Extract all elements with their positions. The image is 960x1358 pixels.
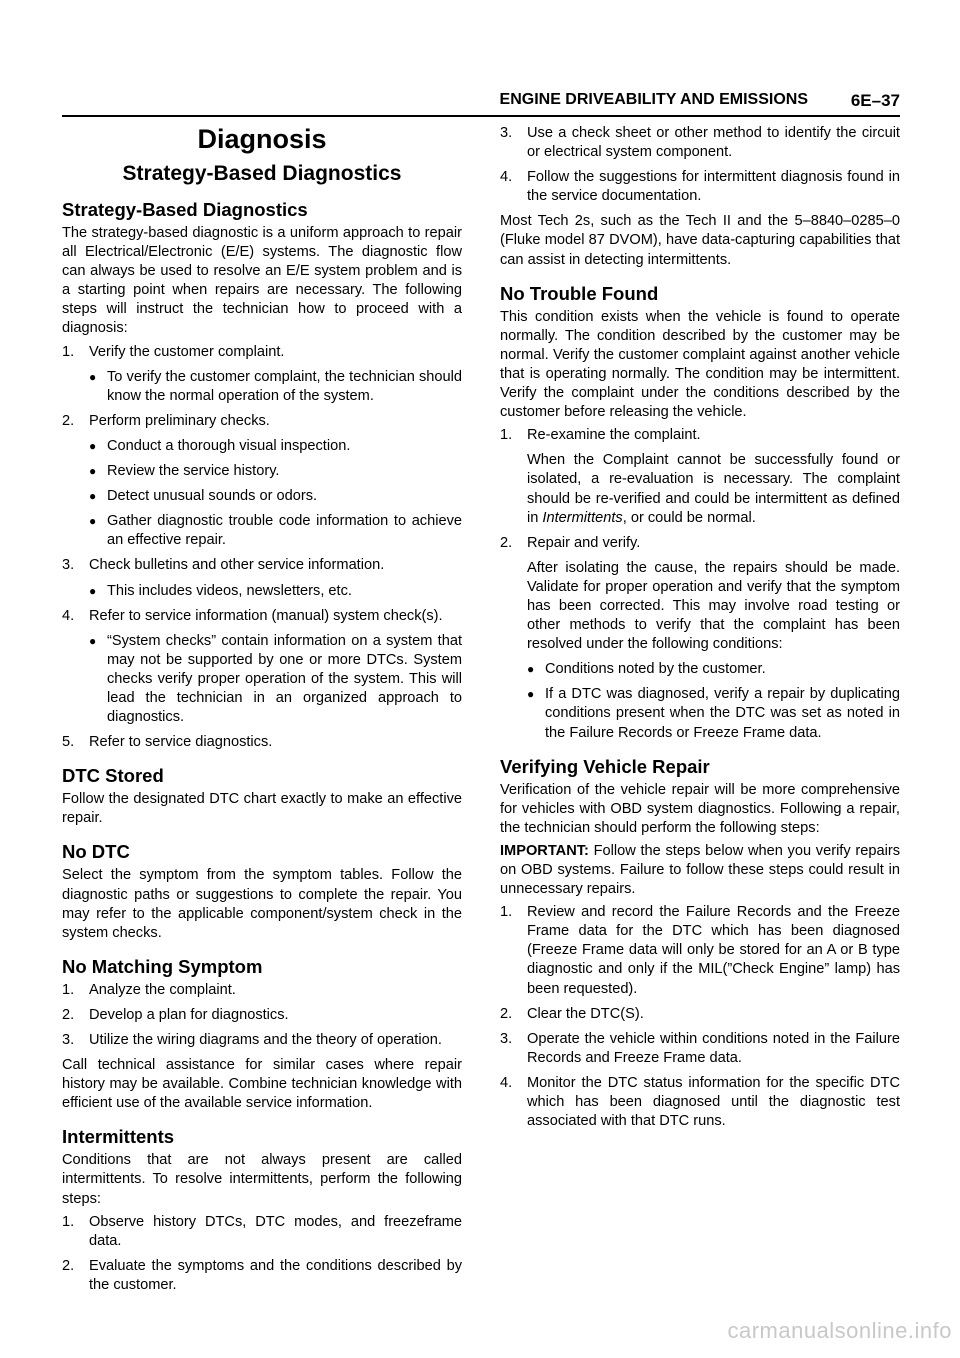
heading-dtc-stored: DTC Stored xyxy=(62,765,164,787)
no-match-step-3: 3. Utilize the wiring diagrams and the theory of operation. xyxy=(62,1032,442,1048)
bullet-icon: ● xyxy=(527,687,535,702)
heading-verifying-vehicle-repair: Verifying Vehicle Repair xyxy=(500,755,710,777)
bullet-icon: ● xyxy=(89,489,97,504)
bullet-icon: ● xyxy=(89,633,97,648)
vvr-step-4: 4. Monitor the DTC status information for the specific DTC which has been diagnosed until the diagnostic test associated with that DTC runs. xyxy=(500,1074,900,1130)
no-match-step-2: 2. Develop a plan for diagnostics. xyxy=(62,1006,289,1023)
sbd-step-1-bullet-1: ● To verify the customer complaint, the technician should know the normal operation of the system. xyxy=(89,368,462,404)
sbd-step-3-bullet-1: ● This includes videos, newsletters, etc. xyxy=(62,582,462,601)
vvr-text: Verification of the vehicle repair will be more comprehensive for vehicles with OBD system diagnostics. Following a repair, the technician should perform the following steps: xyxy=(500,781,900,836)
vvr-step-3: 3. Operate the vehicle within conditions noted in the Failure Records and Freeze Frame data. xyxy=(500,1030,900,1066)
ntf-step-2-text: After isolating the cause, the repairs should be made. Validate for proper operation and verify that the symptom has been corrected. This may involve road testing or other methods to verify that the complaint has been resolved under the following conditions: xyxy=(527,559,900,653)
no-dtc-text: Select the symptom from the symptom tables. Follow the diagnostic paths or suggestions to complete the repair. You may refer to the applicable component/system check in the system checks. xyxy=(62,867,462,941)
heading-strategy-based-diagnostics: Strategy-Based Diagnostics xyxy=(62,199,308,220)
intermittents-reference: Intermittents xyxy=(542,509,623,526)
bullet-icon: ● xyxy=(89,514,97,529)
heading-no-trouble-found: No Trouble Found xyxy=(500,282,659,304)
sbd-step-2-bullet-4: ● Gather diagnostic trouble code information to achieve an effective repair. xyxy=(89,513,462,549)
heading-intermittents: Intermittents xyxy=(62,1126,175,1148)
bullet-icon: ● xyxy=(527,662,535,677)
intermittents-tech2-text: Most Tech 2s, such as the Tech II and the 5–8840–0285–0 (Fluke model 87 DVOM), have data-capturing capabilities that can assist in detecting intermittents. xyxy=(500,213,900,268)
sbd-step-5: 5. Refer to service diagnostics. xyxy=(62,734,273,751)
bullet-icon: ● xyxy=(89,438,97,453)
sbd-step-4-bullet-1: ● “System checks” contain information on a system that may not be supported by one or more DTCs. System checks verify proper operation of the system. This will lead the technician in an organized approach to diagnostics. xyxy=(89,632,462,726)
left-column xyxy=(62,122,462,1301)
intermittents-step-1: 1. Observe history DTCs, DTC modes, and freezeframe data. xyxy=(62,1213,462,1249)
intermittents-text: Conditions that are not always present are called intermittents. To resolve intermittents, perform the following steps: xyxy=(62,1152,462,1207)
header-rule xyxy=(62,115,900,117)
sbd-step-2: 2. Perform preliminary checks. xyxy=(62,412,270,429)
ntf-bullet-2: ● If a DTC was diagnosed, verify a repair by duplicating conditions present when the DTC was set as noted in the Failure Records or Freeze Frame data. xyxy=(527,686,900,741)
no-match-text: Call technical assistance for similar cases where repair history may be available. Combine technician knowledge with efficient use of the available service information. xyxy=(62,1057,462,1112)
sbd-step-4: 4. Refer to service information (manual) system check(s). xyxy=(62,607,443,624)
page-title: Diagnosis xyxy=(197,124,327,154)
section-title: ENGINE DRIVEABILITY AND EMISSIONS xyxy=(499,91,808,108)
intermittents-step-3: 3. Use a check sheet or other method to identify the circuit or electrical system component. xyxy=(500,125,900,161)
no-match-step-1: 1. Analyze the complaint. xyxy=(62,981,236,998)
sbd-step-3: 3. Check bulletins and other service information. xyxy=(62,557,385,574)
sbd-intro: The strategy-based diagnostic is a uniform approach to repair all Electrical/Electronic (E/E) systems. The diagnostic flow can always be used to resolve an E/E system problem and is a starting point when repairs are necessary. The following steps will instruct the technician how to proceed with a diagnosis: xyxy=(62,225,462,337)
sbd-step-2-bullet-2: ● Review the service history. xyxy=(62,462,462,481)
ntf-step-1-text: When the Complaint cannot be successfully found or isolated, a re-evaluation is necessary. The complaint should be re-verified and could be intermittent as defined in Intermittents, or could be normal. xyxy=(527,452,900,526)
right-column xyxy=(500,124,900,1137)
ntf-step-2: 2. Repair and verify. xyxy=(500,534,641,551)
vvr-important: IMPORTANT: Follow the steps below when you verify repairs on OBD systems. Failure to follow these steps could result in unnecessary repairs. xyxy=(500,842,900,898)
page-number: 6E–37 xyxy=(850,91,900,110)
intermittents-step-2: 2. Evaluate the symptoms and the conditions described by the customer. xyxy=(62,1257,462,1293)
sbd-step-2-bullet-1: ● Conduct a thorough visual inspection. xyxy=(62,437,462,456)
ntf-step-1: 1. Re-examine the complaint. xyxy=(500,427,701,444)
bullet-icon: ● xyxy=(89,583,97,598)
bullet-icon: ● xyxy=(89,369,97,384)
vvr-step-2: 2. Clear the DTC(S). xyxy=(500,1005,644,1022)
important-label: IMPORTANT: xyxy=(500,842,589,859)
ntf-bullet-1: ● Conditions noted by the customer. xyxy=(500,660,900,679)
bullet-icon: ● xyxy=(89,464,97,479)
sbd-step-2-bullet-3: ● Detect unusual sounds or odors. xyxy=(62,487,462,506)
sbd-step-1: 1. Verify the customer complaint. xyxy=(62,343,285,360)
page-header xyxy=(62,88,900,116)
page-subtitle: Strategy-Based Diagnostics xyxy=(122,162,402,185)
heading-no-matching-symptom: No Matching Symptom xyxy=(62,955,263,977)
heading-no-dtc: No DTC xyxy=(62,841,130,863)
intermittents-step-4: 4. Follow the suggestions for intermittent diagnosis found in the service documentation. xyxy=(500,169,900,205)
dtc-stored-text: Follow the designated DTC chart exactly to make an effective repair. xyxy=(62,791,462,827)
watermark: carmanualsonline.info xyxy=(727,1318,952,1343)
ntf-text: This condition exists when the vehicle is found to operate normally. The condition described by the customer may be normal. Verify the customer complaint against another vehicle that is operating normally. The condition may be intermittent. Verify the complaint under the conditions described by the customer before releasing the vehicle. xyxy=(500,308,900,421)
vvr-step-1: 1. Review and record the Failure Records and the Freeze Frame data for the DTC which has been diagnosed (Freeze Frame data will only be stored for an A or B type diagnostic and only if the MIL(”Check Engine” lamp) has been requested). xyxy=(500,904,900,997)
